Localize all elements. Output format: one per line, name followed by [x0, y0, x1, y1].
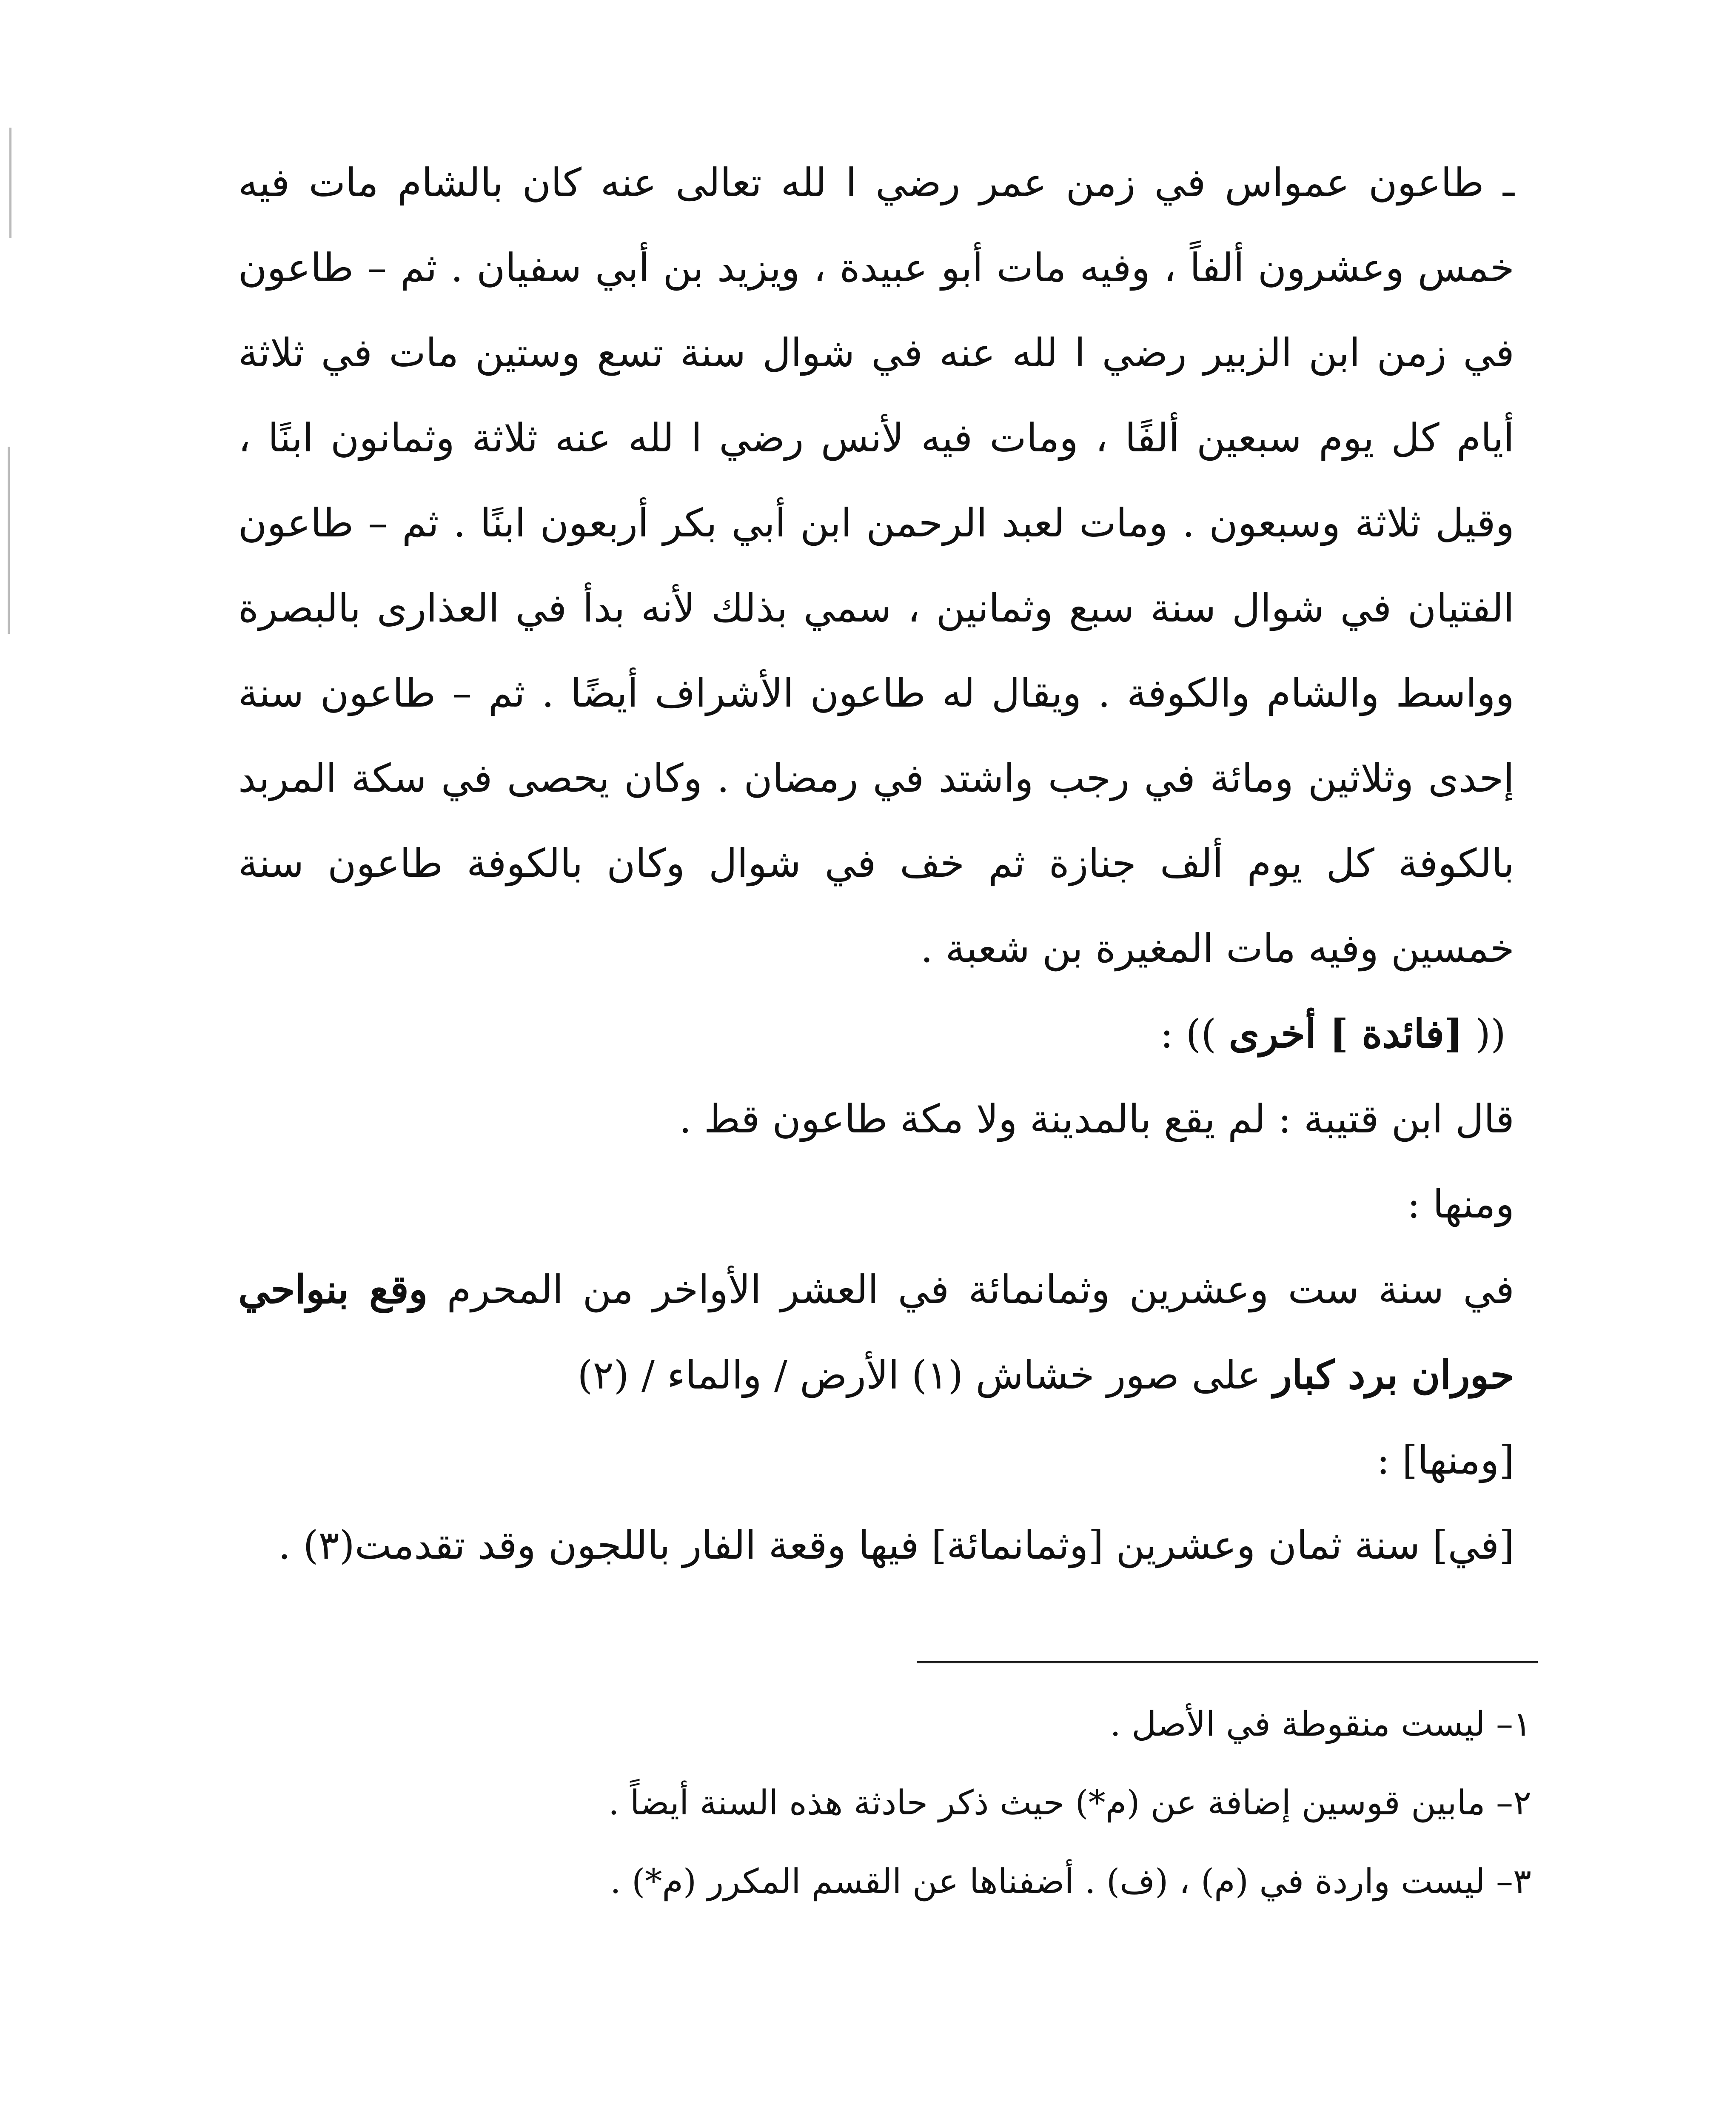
heading-close-paren: )) :: [1160, 1011, 1217, 1057]
footnotes: [510, 1685, 1531, 1921]
body-text: [238, 140, 1514, 1588]
margin-mark-top: [9, 128, 11, 238]
line-ibn-qutayba: قال ابن قتيبة : لم يقع بالمدينة ولا مكة طاعون قط .: [679, 1096, 1514, 1142]
hail-bold: وقع بنواحي حوران برد كبار: [238, 1266, 1514, 1398]
paragraph-hail: [238, 1247, 1514, 1418]
footnote-3: ٣– ليست واردة في (م) ، (ف) . أضفناها عن القسم المكرر (م*) .: [610, 1862, 1531, 1901]
hail-start: في سنة ست وعشرين وثمانمائة في العشر الأواخر من المحرم: [447, 1267, 1514, 1312]
footnote-2: ٢– مابين قوسين إضافة عن (م*) حيث ذكر حادثة هذه السنة أيضاً .: [608, 1783, 1531, 1822]
line-minha-2: [ومنها] :: [1377, 1437, 1514, 1483]
line-minha-1: ومنها :: [1407, 1181, 1514, 1227]
margin-mark-middle: [8, 447, 10, 634]
heading-open-paren: ((: [1475, 1011, 1506, 1057]
hail-end: على صور خشاش (١) الأرض / والماء / (٢): [577, 1352, 1261, 1398]
heading-title: [فائدة ] أخرى: [1229, 1011, 1463, 1057]
footnote-separator: [917, 1661, 1538, 1663]
line-mice: [في] سنة ثمان وعشرين [وثمانمائة] فيها وقعة الفار باللجون وقد تقدمت(٣) .: [278, 1523, 1514, 1568]
paragraph-plagues: ـ طاعون عمواس في زمن عمر رضي ا لله تعالى عنه كان بالشام مات فيه خمس وعشرون ألفاً ، وفيه مات أبو عبيدة ، ويزيد بن أبي سفيان . ثم – طاعون في زمن ابن الزبير رضي ا لله عنه في شوال سنة تسع وستين مات في ثلاثة أيام كل يوم سبعين ألفًا ، ومات فيه لأنس رضي ا لله عنه ثلاثة وثمانون ابنًا ، وقيل ثلاثة وسبعون . ومات لعبد الرحمن ابن أبي بكر أربعون ابنًا . ثم – طاعون الفتيان في شوال سنة سبع وثمانين ، سمي بذلك لأنه بدأ في العذارى بالبصرة وواسط والشام والكوفة . ويقال له طاعون الأشراف أيضًا . ثم – طاعون سنة إحدى وثلاثين ومائة في رجب واشتد في رمضان . وكان يحصى في سكة المربد بالكوفة كل يوم ألف جنازة ثم خف في شوال وكان بالكوفة طاعون سنة خمسين وفيه مات المغيرة بن شعبة .: [238, 160, 1514, 971]
footnote-1: ١– ليست منقوطة في الأصل .: [1110, 1704, 1531, 1744]
heading-another-benefit: [238, 991, 1514, 1077]
